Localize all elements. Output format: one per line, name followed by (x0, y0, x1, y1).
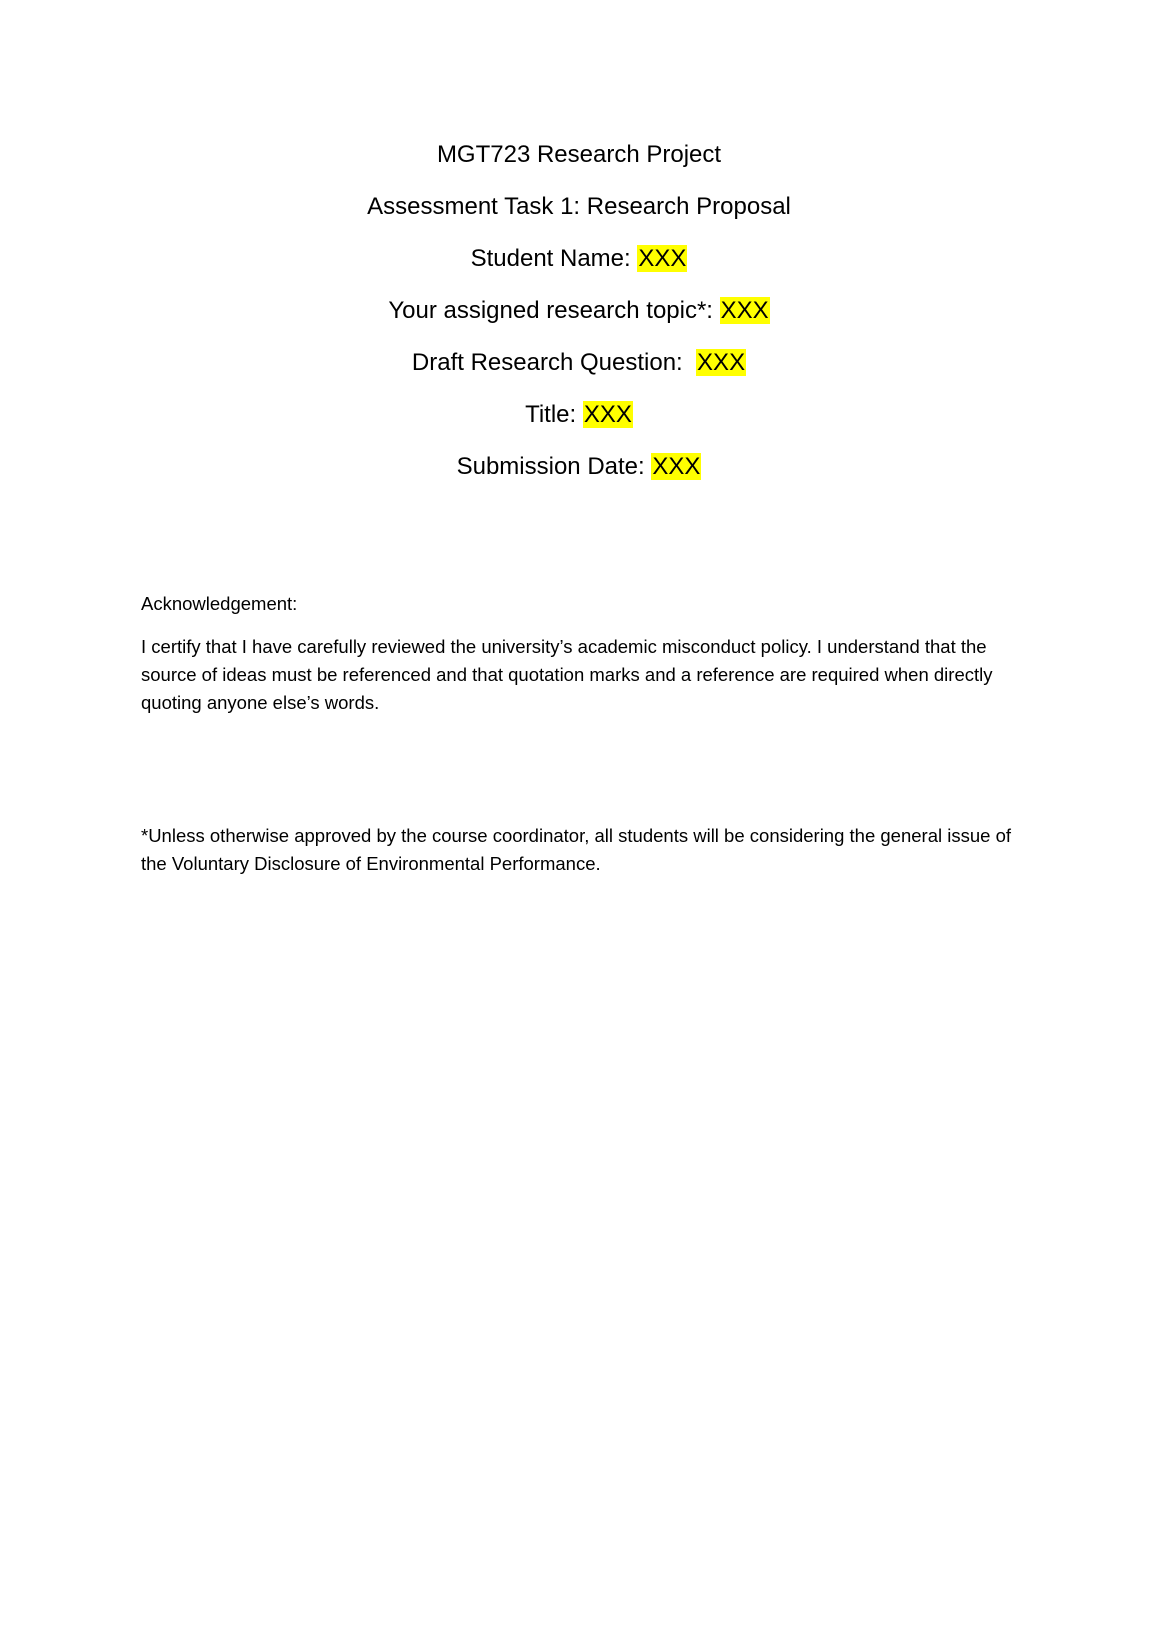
title-label: Title: (525, 401, 583, 428)
research-topic-placeholder: XXX (720, 297, 769, 324)
submission-date-label: Submission Date: (456, 453, 652, 480)
title-placeholder: XXX (583, 401, 632, 428)
acknowledgement-text: I certify that I have carefully reviewed the university’s academic misconduct policy. I understand that the source of ideas must be referenced and that quotation marks and a reference are required when directly quoting anyone else’s words. (141, 636, 993, 713)
research-question-line (0, 348, 1158, 378)
assessment-title-text: Assessment Task 1: Research Proposal (367, 193, 791, 220)
submission-date-placeholder: XXX (652, 453, 701, 480)
assessment-title (0, 192, 1158, 222)
research-topic-line (0, 296, 1158, 326)
research-topic-label: Your assigned research topic*: (388, 297, 720, 324)
student-name-placeholder: XXX (638, 245, 687, 272)
research-question-label: Draft Research Question: (411, 349, 697, 376)
title-line (0, 400, 1158, 430)
topic-footnote: *Unless otherwise approved by the course coordinator, all students will be considering the general issue of the Voluntary Disclosure of Environmental Performance. (141, 825, 1011, 874)
research-question-placeholder: XXX (697, 349, 746, 376)
cover-title-block (0, 140, 1158, 504)
student-name-line (0, 244, 1158, 274)
submission-date-line (0, 452, 1158, 482)
acknowledgement-heading: Acknowledgement: (141, 593, 298, 614)
student-name-label: Student Name: (470, 245, 638, 272)
course-title-text: MGT723 Research Project (436, 141, 722, 168)
course-title (0, 140, 1158, 170)
